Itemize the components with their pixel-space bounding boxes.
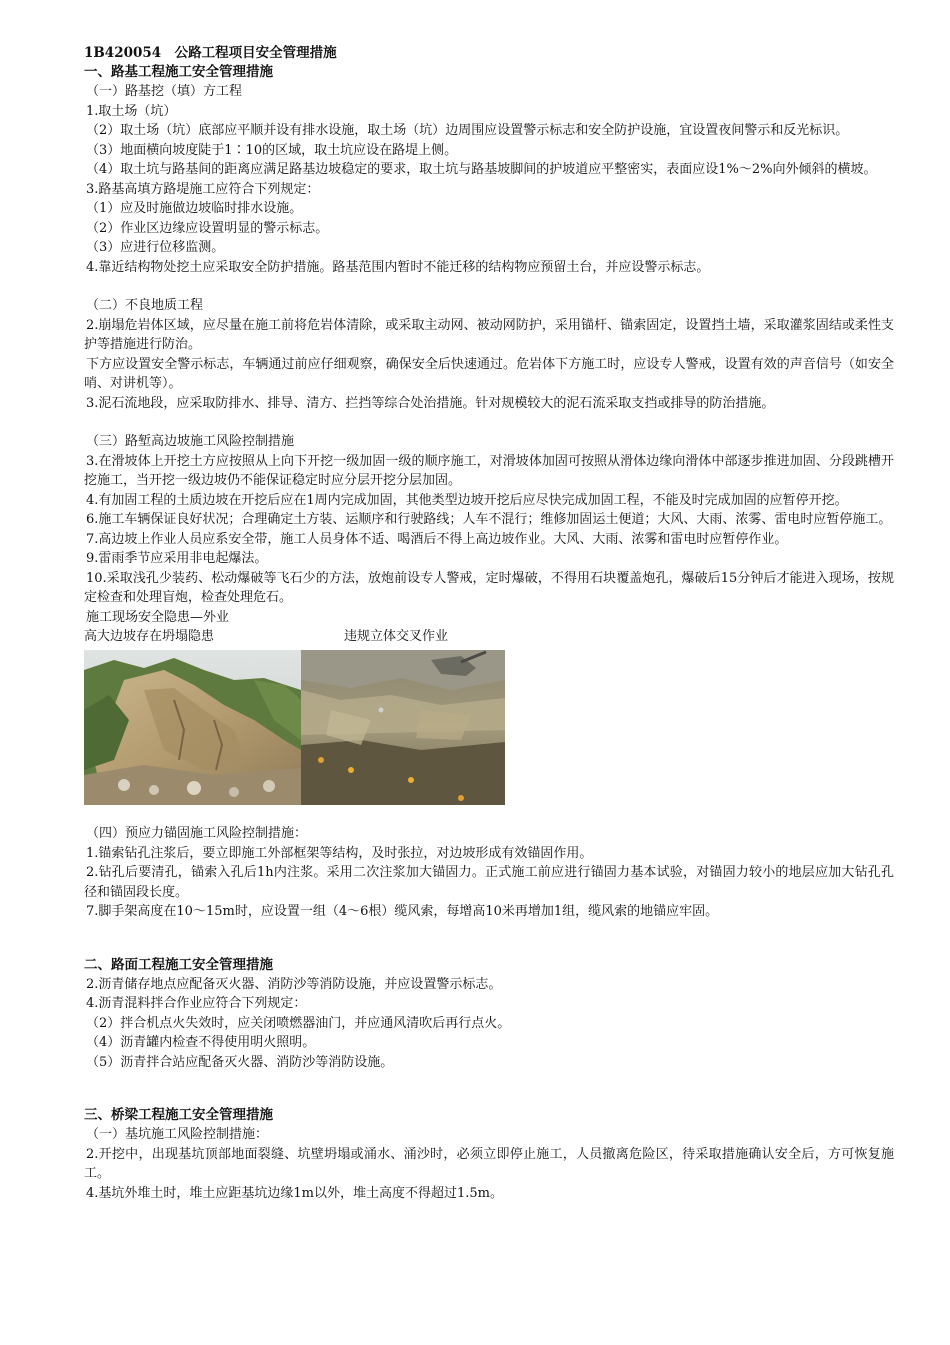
paragraph: 3.泥石流地段，应采取防排水、排导、清方、拦挡等综合处治措施。针对规模较大的泥石流采取支挡或排导的防治措施。 [86,395,775,411]
paragraph: （3）地面横向坡度陡于1∶10的区域，取土坑应设在路堤上侧。 [86,142,458,158]
section-2-heading: 二、路面工程施工安全管理措施 [84,956,273,973]
paragraph: （4）取土坑与路基间的距离应满足路基边坡稳定的要求，取土坑与路基坡脚间的护坡道应平整密实，表面应设1%～2%向外倾斜的横坡。 [86,162,877,177]
paragraph: 3.在滑坡体上开挖土方应按照从上向下开挖一级加固一级的顺序施工，对滑坡体加固可按照从滑体边缘向滑体中部逐步推进加固、分段跳槽开挖施工，当开挖一级边坡仍不能保证稳定时应分层开挖分层加固。 [84,453,894,488]
spacer [84,922,894,956]
paragraph: 2.沥青储存地点应配备灭火器、消防沙等消防设施，并应设置警示标志。 [86,976,502,992]
paragraph: 4.有加固工程的土质边坡在开挖后应在1周内完成加固，其他类型边坡开挖后应尽快完成加固工程，不能及时完成加固的应暂停开挖。 [86,492,848,508]
subsection-1-4: （四）预应力锚固施工风险控制措施： [86,826,308,841]
subsection-1-3: （三）路堑高边坡施工风险控制措施 [86,434,295,449]
slope-collapse-photo [84,650,301,805]
paragraph: （2）拌合机点火失效时，应关闭喷燃器油门，并应通风清吹后再行点火。 [86,1015,511,1031]
slope-collapse-image [84,650,301,805]
spacer [84,277,894,296]
paragraph: 6.施工车辆保证良好状况；合理确定土方装、运顺序和行驶路线；人车不混行；维修加固运土便道；大风、大雨、浓雾、雷电时应暂停施工。 [86,512,892,527]
paragraph: 7.高边坡上作业人员应系安全带，施工人员身体不适、喝酒后不得上高边坡作业。大风、大雨、浓雾和雷电时应暂停作业。 [86,531,788,547]
paragraph: 1.取土场（坑） [86,103,177,119]
paragraph: （5）沥青拌合站应配备灭火器、消防沙等消防设施。 [86,1054,394,1070]
subsection-1-1: （一）路基挖（填）方工程 [86,84,243,99]
section-3-heading: 三、桥梁工程施工安全管理措施 [84,1107,273,1123]
figure-captions [84,627,894,646]
paragraph: 1.锚索钻孔注浆后，要立即施工外部框架等结构，及时张拉，对边坡形成有效锚固作用。 [86,845,593,861]
section-1-heading: 一、路基工程施工安全管理措施 [84,64,273,80]
paragraph: 下方应设置安全警示标志，车辆通过前应仔细观察，确保安全后快速通过。危岩体下方施工时，应设专人警戒，设置有效的声音信号（如安全哨、对讲机等）。 [84,356,894,391]
paragraph: 3.路基高填方路堤施工应符合下列规定： [86,181,320,197]
paragraph: 4.靠近结构物处挖土应采取安全防护措施。路基范围内暂时不能迁移的结构物应预留土台，并应设警示标志。 [86,259,710,275]
paragraph: （2）作业区边缘应设置明显的警示标志。 [86,220,329,236]
figure-caption-left: 高大边坡存在坍塌隐患 [84,629,215,644]
paragraph: 7.脚手架高度在10～15m时，应设置一组（4～6根）缆风索，每增高10米再增加1组，缆风索的地锚应牢固。 [86,904,719,919]
subsection-3-1: （一）基坑施工风险控制措施： [86,1127,269,1142]
document-page [84,44,894,1203]
figure-caption-right: 违规立体交叉作业 [344,629,449,644]
spacer [84,413,894,432]
paragraph: 4.沥青混料拌合作业应符合下列规定： [86,996,307,1011]
paragraph: 2.崩塌危岩体区域，应尽量在施工前将危岩体清除，或采取主动网、被动网防护，采用锚杆、锚索固定，设置挡土墙，采取灌浆固结或柔性支护等措施进行防治。 [84,317,894,352]
figure-title: 施工现场安全隐患—外业 [86,609,230,625]
paragraph: （4）沥青罐内检查不得使用明火照明。 [86,1035,316,1050]
paragraph: 2.钻孔后要清孔，锚索入孔后1h内注浆。采用二次注浆加大锚固力。正式施工前应进行锚固力基本试验，对锚固力较小的地层应加大钻孔孔径和锚固段长度。 [84,865,894,900]
doc-title: 1B420054 公路工程项目安全管理措施 [84,45,337,61]
paragraph: 2.开挖中，出现基坑顶部地面裂缝、坑壁坍塌或涌水、涌沙时，必须立即停止施工，人员撤离危险区，待采取措施确认安全后，方可恢复施工。 [84,1146,894,1181]
paragraph: （1）应及时施做边坡临时排水设施。 [86,201,303,216]
cross-operation-photo [301,650,505,805]
cross-operation-image [301,650,505,805]
paragraph: 4.基坑外堆土时，堆土应距基坑边缘1m以外，堆土高度不得超过1.5m。 [86,1185,504,1201]
paragraph: （2）取土场（坑）底部应平顺并设有排水设施，取土场（坑）边周围应设置警示标志和安全防护设施，宜设置夜间警示和反光标识。 [86,123,849,138]
spacer [84,1072,894,1106]
paragraph: 9.雷雨季节应采用非电起爆法。 [86,551,268,566]
paragraph: （3）应进行位移监测。 [86,240,225,255]
spacer [84,805,894,824]
paragraph: 10.采取浅孔少装药、松动爆破等飞石少的方法，放炮前设专人警戒，定时爆破，不得用石块覆盖炮孔，爆破后15分钟后才能进入现场，按规定检查和处理盲炮，检查处理危石。 [84,570,894,605]
subsection-1-2: （二）不良地质工程 [86,298,204,313]
figure-photos [84,650,894,805]
